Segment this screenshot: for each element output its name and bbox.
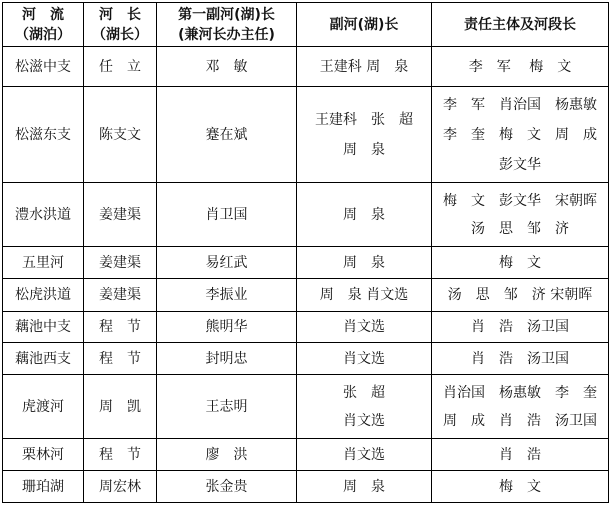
river-cell: 虎渡河 bbox=[3, 375, 84, 439]
chief-cell: 任 立 bbox=[84, 47, 157, 87]
responsible-cell bbox=[432, 375, 609, 439]
header-first-deputy-line: (兼河长办主任) bbox=[178, 26, 275, 43]
responsible-line: 梅 文 彭文华 宋朝晖 bbox=[443, 192, 597, 209]
header-responsible-line: 责任主体及河段长 bbox=[464, 16, 576, 33]
table-row bbox=[3, 247, 609, 279]
chief-cell: 姜建渠 bbox=[84, 247, 157, 279]
deputy-line: 周 泉 bbox=[343, 478, 385, 495]
responsible-cell bbox=[432, 247, 609, 279]
deputy-line: 周 泉 肖文选 bbox=[319, 287, 409, 303]
chief-cell: 程 节 bbox=[84, 312, 157, 343]
first-deputy-cell: 熊明华 bbox=[157, 312, 297, 343]
deputies-cell bbox=[297, 87, 432, 183]
river-cell: 五里河 bbox=[3, 247, 84, 279]
river-cell: 珊珀湖 bbox=[3, 471, 84, 503]
responsible-line: 肖治国 杨惠敏 李 奎 bbox=[443, 384, 597, 401]
chief-cell: 姜建渠 bbox=[84, 279, 157, 312]
first-deputy-cell: 邓 敏 bbox=[157, 47, 297, 87]
responsible-line: 李 奎 梅 文 周 成 bbox=[443, 126, 597, 143]
table-row bbox=[3, 471, 609, 503]
responsible-line: 汤 思 邹 济 bbox=[471, 220, 569, 237]
header-responsible bbox=[432, 3, 609, 47]
responsible-line: 肖 浩 bbox=[499, 446, 541, 463]
first-deputy-cell: 张金贵 bbox=[157, 471, 297, 503]
deputy-line: 周 泉 bbox=[343, 206, 385, 223]
responsible-line: 梅 文 bbox=[499, 478, 541, 495]
responsible-cell bbox=[432, 471, 609, 503]
first-deputy-cell: 肖卫国 bbox=[157, 183, 297, 247]
river-cell: 藕池西支 bbox=[3, 343, 84, 375]
deputies-cell bbox=[297, 471, 432, 503]
chief-cell: 姜建渠 bbox=[84, 183, 157, 247]
header-deputies bbox=[297, 3, 432, 47]
deputies-cell bbox=[297, 312, 432, 343]
table-row bbox=[3, 312, 609, 343]
deputy-line: 王建科 张 超 bbox=[315, 111, 413, 128]
deputies-cell bbox=[297, 183, 432, 247]
responsible-line: 肖 浩 汤卫国 bbox=[471, 350, 569, 367]
deputy-line: 肖文选 bbox=[343, 412, 385, 429]
deputy-line: 周 泉 bbox=[343, 141, 385, 158]
table-row bbox=[3, 279, 609, 312]
table-row bbox=[3, 343, 609, 375]
responsible-cell bbox=[432, 279, 609, 312]
table-row bbox=[3, 47, 609, 87]
river-cell: 松滋中支 bbox=[3, 47, 84, 87]
table-row bbox=[3, 375, 609, 439]
chief-cell: 周 凯 bbox=[84, 375, 157, 439]
deputies-cell bbox=[297, 375, 432, 439]
first-deputy-cell: 封明忠 bbox=[157, 343, 297, 375]
first-deputy-cell: 廖 洪 bbox=[157, 439, 297, 471]
header-chief-line: 河 长 bbox=[99, 6, 141, 23]
first-deputy-cell: 王志明 bbox=[157, 375, 297, 439]
deputies-cell bbox=[297, 279, 432, 312]
chief-cell: 周宏林 bbox=[84, 471, 157, 503]
river-cell: 栗林河 bbox=[3, 439, 84, 471]
header-river bbox=[3, 3, 84, 47]
header-row bbox=[3, 3, 609, 47]
river-cell: 松滋东支 bbox=[3, 87, 84, 183]
responsible-line: 肖 浩 汤卫国 bbox=[471, 319, 569, 335]
river-cell: 松虎洪道 bbox=[3, 279, 84, 312]
deputies-cell bbox=[297, 47, 432, 87]
table-row bbox=[3, 439, 609, 471]
deputies-cell bbox=[297, 343, 432, 375]
deputy-line: 肖文选 bbox=[343, 319, 385, 335]
first-deputy-cell: 蹇在斌 bbox=[157, 87, 297, 183]
deputy-line: 王建科 周 泉 bbox=[319, 58, 409, 75]
responsible-cell bbox=[432, 343, 609, 375]
responsible-line: 周 成 肖 浩 汤卫国 bbox=[443, 412, 597, 429]
first-deputy-cell: 李振业 bbox=[157, 279, 297, 312]
responsible-cell bbox=[432, 87, 609, 183]
river-cell: 藕池中支 bbox=[3, 312, 84, 343]
deputy-line: 周 泉 bbox=[343, 254, 385, 271]
responsible-line: 李 军 肖治国 杨惠敏 bbox=[443, 96, 597, 113]
header-river-line: （湖泊） bbox=[15, 26, 71, 43]
responsible-cell bbox=[432, 312, 609, 343]
deputy-line: 肖文选 bbox=[343, 350, 385, 367]
responsible-cell bbox=[432, 183, 609, 247]
river-chief-table bbox=[2, 2, 609, 503]
river-cell: 澧水洪道 bbox=[3, 183, 84, 247]
chief-cell: 程 节 bbox=[84, 343, 157, 375]
header-chief-line: （湖长） bbox=[92, 26, 148, 43]
header-first-deputy-line: 第一副河(湖)长 bbox=[178, 6, 275, 23]
table-row bbox=[3, 87, 609, 183]
header-first-deputy bbox=[157, 3, 297, 47]
responsible-line: 彭文华 bbox=[499, 156, 541, 173]
header-chief bbox=[84, 3, 157, 47]
header-river-line: 河 流 bbox=[22, 6, 64, 23]
table-row bbox=[3, 183, 609, 247]
header-deputies-line: 副河(湖)长 bbox=[329, 16, 399, 33]
responsible-line: 梅 文 bbox=[499, 254, 541, 271]
chief-cell: 程 节 bbox=[84, 439, 157, 471]
deputy-line: 张 超 bbox=[343, 384, 385, 401]
responsible-cell bbox=[432, 47, 609, 87]
deputies-cell bbox=[297, 439, 432, 471]
first-deputy-cell: 易红武 bbox=[157, 247, 297, 279]
responsible-line: 李 军 梅 文 bbox=[468, 58, 572, 75]
deputies-cell bbox=[297, 247, 432, 279]
chief-cell: 陈支文 bbox=[84, 87, 157, 183]
deputy-line: 肖文选 bbox=[343, 446, 385, 463]
responsible-cell bbox=[432, 439, 609, 471]
responsible-line: 汤 思 邹 济 宋朝晖 bbox=[447, 287, 593, 303]
